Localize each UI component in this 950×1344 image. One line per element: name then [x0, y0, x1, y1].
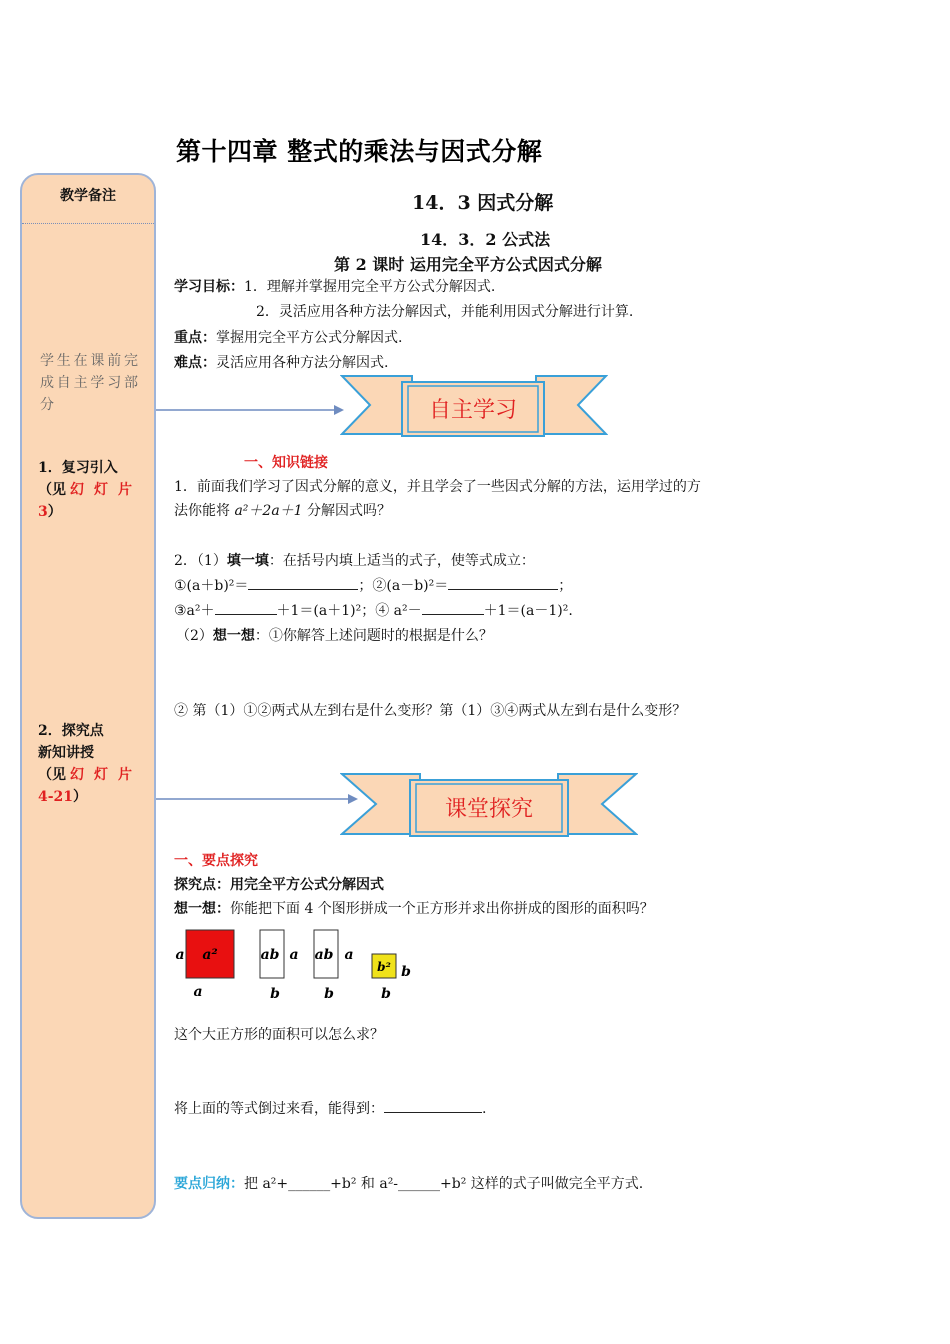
answer-blank[interactable] [448, 575, 558, 590]
question-1-line1: 1．前面我们学习了因式分解的意义，并且学会了一些因式分解的方法，运用学过的方 [174, 479, 701, 495]
reverse-question [174, 1098, 486, 1120]
sidebar-item-review-title: 1．复习引入 [38, 460, 118, 476]
key-point-text: 掌握用完全平方公式分解因式. [216, 330, 403, 346]
q2-fill-label: 填一填 [226, 553, 269, 569]
teaching-notes-sidebar [20, 173, 156, 1219]
sidebar-item-explore-ref [38, 764, 142, 786]
key-point [174, 327, 402, 349]
q2-think-label: 想一想 [212, 628, 255, 644]
tile-ab1-side: a [289, 947, 299, 963]
tile-b2-bottom: b [381, 986, 391, 1002]
area-tiles-figure [172, 926, 422, 1006]
goals-label: 学习目标： [174, 279, 244, 295]
answer-blank[interactable] [248, 575, 358, 590]
answer-blank[interactable] [422, 600, 484, 615]
ref-slide: 幻灯片 [70, 482, 142, 498]
sidebar-item-explore-title: 2．探究点 [38, 723, 104, 739]
ref-slide: 幻灯片 [70, 767, 142, 783]
sidebar-item-review-ref [38, 479, 142, 501]
sidebar-note: 学生在课前完成自主学习部分 [40, 353, 140, 413]
think-text: 你能把下面 4 个图形拼成一个正方形并求出你拼成的图形的面积吗？ [230, 901, 654, 917]
lesson-heading: 第 2 课时 运用完全平方公式因式分解 [334, 255, 602, 274]
question-2-think [176, 625, 493, 647]
q2-r2-b: ＋1＝(a＋1)²；④ a²－ [276, 603, 422, 619]
ref-close: ） [47, 504, 62, 520]
tile-a2-bottom: a [193, 984, 203, 1000]
q2-r1-b: ；②(a－b)²＝ [358, 578, 449, 594]
q2-r1-a: ①(a＋b)²＝ [174, 578, 249, 594]
ref-open: （见 [38, 482, 66, 498]
tile-ab1-inside: ab [260, 947, 280, 963]
tile-ab2-inside: ab [314, 947, 334, 963]
question-1-line2 [174, 500, 391, 522]
q1-pre: 法你能将 [174, 503, 235, 519]
banner-classroom-explore-label: 课堂探究 [444, 797, 534, 822]
sidebar-header: 教学备注 [60, 188, 116, 204]
summary-label: 要点归纳： [174, 1176, 244, 1192]
question-2-intro [174, 550, 535, 572]
ref-slide-number: 4-21 [38, 789, 74, 805]
learning-goals [174, 276, 495, 298]
q2-think-number: （2） [176, 628, 213, 644]
q2-number: 2．（1） [174, 553, 227, 569]
key-points-heading: 一、要点探究 [174, 853, 258, 869]
summary-text: 把 a²+______+b² 和 a²-______+b² 这样的式子叫做完全平方式. [244, 1176, 644, 1192]
tile-ab-1 [260, 930, 299, 1002]
tile-a2-side: a [175, 947, 185, 963]
arrow-to-banner2 [156, 789, 360, 809]
goal-2: 2．灵活应用各种方法分解因式，并能利用因式分解进行计算. [256, 304, 634, 320]
chapter-title: 第十四章 整式的乘法与因式分解 [176, 137, 543, 166]
explore-point: 探究点：用完全平方公式分解因式 [174, 877, 384, 893]
sidebar-item-explore-subtitle: 新知讲授 [38, 745, 94, 761]
ref-close: ） [73, 789, 88, 805]
difficulty-label: 难点： [174, 355, 216, 371]
q2-think-text: ：①你解答上述问题时的根据是什么？ [254, 628, 493, 644]
tile-b2-side: b [401, 964, 411, 980]
tile-ab2-bottom: b [324, 986, 334, 1002]
q2-intro-text: ：在括号内填上适当的式子，使等式成立： [268, 553, 535, 569]
q2-r1-c: ； [558, 578, 573, 594]
subsection-heading: 14．3．2 公式法 [420, 230, 551, 249]
knowledge-link-heading: 一、知识链接 [244, 455, 328, 471]
banner-self-study-label: 自主学习 [428, 398, 518, 423]
sidebar-item-review [38, 457, 142, 523]
think-label: 想一想： [174, 901, 230, 917]
difficulty-text: 灵活应用各种方法分解因式. [216, 355, 389, 371]
q1-post: 分解因式吗？ [302, 503, 392, 519]
answer-blank[interactable] [384, 1098, 482, 1113]
tile-ab-2 [314, 930, 354, 1002]
q2-r2-c: ＋1＝(a－1)². [483, 603, 573, 619]
tile-ab1-bottom: b [270, 986, 280, 1002]
tile-a-squared [175, 930, 234, 1000]
reverse-post: . [482, 1101, 487, 1117]
q1-expression: a²＋2a＋1 [234, 503, 303, 519]
reverse-pre: 将上面的等式倒过来看，能得到： [174, 1101, 384, 1117]
sidebar-divider [22, 223, 154, 224]
question-2-row1 [174, 575, 572, 597]
section-heading: 14．3 因式分解 [412, 192, 554, 214]
arrow-to-banner1 [156, 400, 346, 420]
sidebar-item-explore [38, 720, 142, 808]
area-question: 这个大正方形的面积可以怎么求？ [174, 1027, 384, 1043]
ref-slide-number: 3 [38, 504, 48, 520]
banner-self-study [340, 372, 608, 440]
question-2-sub2: ② 第（1）①②两式从左到右是什么变形？第（1）③④两式从左到右是什么变形？ [174, 703, 687, 719]
goal-1: 1．理解并掌握用完全平方公式分解因式. [244, 279, 496, 295]
tile-ab2-side: a [344, 947, 354, 963]
ref-open: （见 [38, 767, 66, 783]
key-point-label: 重点： [174, 330, 216, 346]
q2-r2-a: ③a²＋ [174, 603, 215, 619]
banner-classroom-explore [340, 770, 638, 840]
difficulty [174, 352, 388, 374]
answer-blank[interactable] [215, 600, 277, 615]
tile-b-squared [372, 954, 411, 1002]
tile-b2-inside: b² [377, 960, 391, 974]
question-2-row2 [174, 600, 573, 622]
tile-a2-inside: a² [202, 947, 218, 963]
think-prompt [174, 898, 654, 920]
key-summary [174, 1173, 643, 1195]
